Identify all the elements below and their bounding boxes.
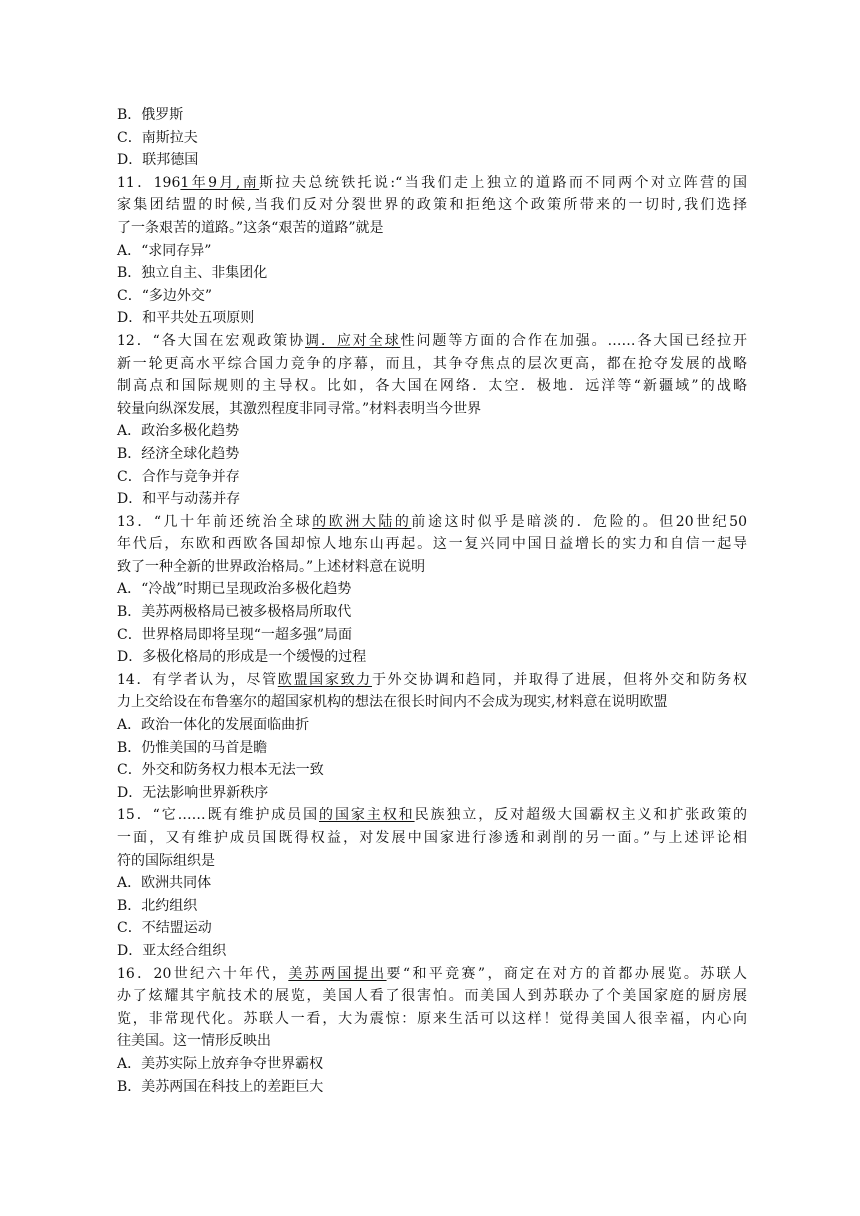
- answer-option: [117, 307, 747, 330]
- answer-option: [117, 1053, 747, 1076]
- answer-option: [117, 240, 747, 263]
- question-stem-line: [117, 850, 747, 873]
- line-text: D．和平与动荡并存: [117, 491, 241, 508]
- line-text: C．“多边外交”: [117, 287, 213, 304]
- underlined-text: 调．应对全球: [305, 332, 401, 349]
- answer-option: [117, 646, 747, 669]
- line-text: D．多极化格局的形成是一个缓慢的过程: [117, 649, 367, 666]
- line-text: 办了炫耀其宇航技术的展览，美国人看了很害怕。而美国人到苏联办了个美国家庭的厨房展: [117, 988, 747, 1005]
- line-text: B．仍惟美国的马首是瞻: [117, 739, 268, 756]
- answer-option: [117, 466, 747, 489]
- answer-option: [117, 149, 747, 172]
- question-stem-line: [117, 194, 747, 217]
- line-text: B．美苏两国在科技上的差距巨大: [117, 1078, 324, 1095]
- line-text: 符的国际组织是: [117, 852, 215, 869]
- underlined-text: 的欧洲大陆的: [312, 513, 412, 530]
- question-stem-start: [117, 804, 747, 827]
- line-text: B．北约组织: [117, 897, 198, 914]
- answer-option: [117, 104, 747, 127]
- question-stem-line: [117, 556, 747, 579]
- answer-option: [117, 714, 747, 737]
- line-text: 12．“各大国在宏观政策协: [117, 332, 306, 349]
- answer-option: [117, 940, 747, 963]
- line-text: 往美国。这一情形反映出: [117, 1033, 271, 1050]
- question-text-block: [117, 104, 747, 1098]
- question-stem-line: [117, 217, 747, 240]
- line-text: 前途这时似乎是暗淡的．危险的。但20世纪50: [411, 513, 747, 530]
- line-text: C．南斯拉夫: [117, 129, 198, 146]
- answer-option: [117, 601, 747, 624]
- line-text: 力上交给设在布鲁塞尔的超国家机构的想法在很长时间内不会成为现实,材料意在说明欧盟: [117, 694, 668, 711]
- line-text: B．俄罗斯: [117, 107, 184, 123]
- line-text: 一面，又有维护成员国既得权益，对发展中国家进行渗透和剥削的另一面。”与上述评论相: [117, 830, 747, 846]
- line-text: 16．20世纪六十年代，: [117, 965, 289, 982]
- line-text: 性问题等方面的合作在加强。……各大国已经拉开: [400, 332, 747, 349]
- question-stem-line: [117, 985, 747, 1008]
- line-text: 制高点和国际规则的主导权。比如，各大国在网络．太空．极地．远洋等“新疆域”的战略: [117, 378, 747, 395]
- question-stem-start: [117, 330, 747, 353]
- question-stem-line: [117, 353, 747, 376]
- question-stem-line: [117, 827, 747, 850]
- answer-option: [117, 872, 747, 895]
- answer-option: [117, 895, 747, 918]
- line-text: C．合作与竞争并存: [117, 468, 240, 485]
- answer-option: [117, 262, 747, 285]
- answer-option: [117, 917, 747, 940]
- answer-option: [117, 737, 747, 760]
- line-text: B．经济全球化趋势: [117, 445, 240, 462]
- question-stem-start: [117, 963, 747, 986]
- line-text: 民族独立，反对超级大国霸权主义和扩张政策的: [414, 807, 747, 824]
- line-text: D．无法影响世界新秩序: [117, 784, 269, 801]
- underlined-text: 美苏两国提出: [288, 965, 387, 982]
- line-text: 家集团结盟的时候,当我们反对分裂世界的政策和拒绝这个政策所带来的一切时,我们选择: [117, 197, 747, 214]
- line-text: A．政治一体化的发展面临曲折: [117, 717, 310, 734]
- line-text: 新一轮更高水平综合国力竞争的序幕，而且，其争夺焦点的层次更高，都在抢夺发展的战略: [117, 355, 747, 372]
- question-stem-line: [117, 398, 747, 421]
- question-stem-start: [117, 669, 747, 692]
- line-text: A．美苏实际上放弃争夺世界霸权: [117, 1055, 324, 1072]
- line-text: 11．196: [117, 174, 181, 191]
- answer-option: [117, 782, 747, 805]
- line-text: 斯拉夫总统铁托说:“当我们走上独立的道路而不同两个对立阵营的国: [259, 174, 747, 191]
- question-stem-line: [117, 533, 747, 556]
- question-stem-line: [117, 375, 747, 398]
- underlined-text: 1年9月,南: [180, 174, 260, 191]
- line-text: 年代后，东欧和西欧各国却惊人地东山再起。这一复兴同中国日益增长的实力和自信一起导: [117, 536, 747, 553]
- answer-option: [117, 127, 747, 150]
- line-text: C．世界格局即将呈现“一超多强”局面: [117, 626, 353, 643]
- line-text: 14．有学者认为，尽管: [117, 671, 278, 688]
- line-text: 于外交协调和趋同，并取得了进展，但将外交和防务权: [371, 671, 747, 688]
- answer-option: [117, 759, 747, 782]
- answer-option: [117, 443, 747, 466]
- answer-option: [117, 578, 747, 601]
- line-text: 致了一种全新的世界政治格局。”上述材料意在说明: [117, 558, 426, 575]
- line-text: A．政治多极化趋势: [117, 423, 240, 440]
- line-text: C．不结盟运动: [117, 920, 212, 937]
- line-text: A．欧洲共同体: [117, 875, 212, 892]
- line-text: 较量向纵深发展，其激烈程度非同寻常。”材料表明当今世界: [117, 400, 482, 417]
- question-stem-line: [117, 1008, 747, 1031]
- line-text: D．和平共处五项原则: [117, 310, 255, 327]
- line-text: A．“冷战”时期已呈现政治多极化趋势: [117, 581, 352, 598]
- line-text: C．外交和防务权力根本无法一致: [117, 762, 324, 779]
- line-text: D．亚太经合组织: [117, 942, 227, 959]
- line-text: 要“和平竞赛”，商定在对方的首都办展览。苏联人: [386, 965, 747, 982]
- line-text: 览，非常现代化。苏联人一看，大为震惊：原来生活可以这样！觉得美国人很幸福，内心向: [117, 1010, 747, 1027]
- question-stem-start: [117, 172, 747, 195]
- line-text: B．独立自主、非集团化: [117, 265, 268, 282]
- line-text: B．美苏两极格局已被多极格局所取代: [117, 604, 352, 621]
- answer-option: [117, 488, 747, 511]
- line-text: D．联邦德国: [117, 152, 199, 169]
- question-stem-line: [117, 691, 747, 714]
- answer-option: [117, 624, 747, 647]
- question-stem-line: [117, 1030, 747, 1053]
- line-text: A．“求同存异”: [117, 242, 212, 259]
- answer-option: [117, 420, 747, 443]
- underlined-text: 的国家主权和: [319, 807, 415, 824]
- answer-option: [117, 1076, 747, 1099]
- underlined-text: 欧盟国家致力: [277, 671, 372, 688]
- line-text: 15．“它……既有维护成员国: [117, 807, 320, 824]
- question-stem-start: [117, 511, 747, 534]
- answer-option: [117, 285, 747, 308]
- line-text: 13．“几十年前还统治全球: [117, 513, 313, 530]
- line-text: 了一条艰苦的道路。”这条“艰苦的道路”就是: [117, 219, 384, 236]
